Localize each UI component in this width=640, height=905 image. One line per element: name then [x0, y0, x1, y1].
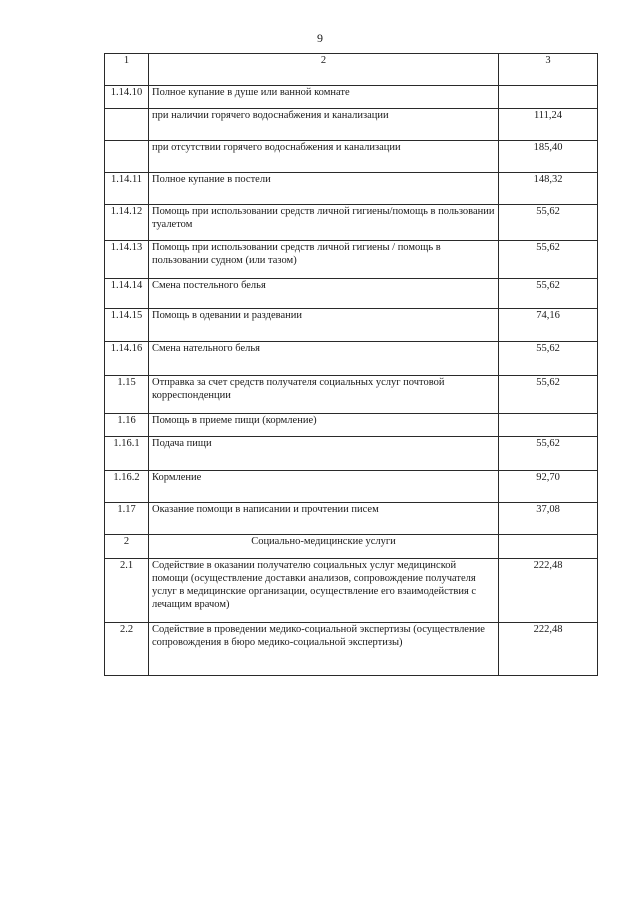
header-col-3: 3 [499, 54, 598, 86]
row-value [499, 86, 598, 109]
row-value: 222,48 [499, 559, 598, 623]
row-description: Кормление [149, 471, 499, 503]
header-col-1: 1 [105, 54, 149, 86]
table-row [105, 309, 598, 342]
section-row [105, 535, 598, 559]
table-row [105, 241, 598, 279]
table-row [105, 205, 598, 241]
row-value: 55,62 [499, 342, 598, 376]
table-row [105, 173, 598, 205]
header-col-2: 2 [149, 54, 499, 86]
row-code: 1.14.12 [105, 205, 149, 241]
row-code [105, 109, 149, 141]
row-description: Полное купание в душе или ванной комнате [149, 86, 499, 109]
row-value: 222,48 [499, 623, 598, 676]
row-code: 2.2 [105, 623, 149, 676]
row-description: Помощь при использовании средств личной гигиены/помощь в пользовании туалетом [149, 205, 499, 241]
row-code: 1.14.13 [105, 241, 149, 279]
table-row [105, 141, 598, 173]
row-description: Оказание помощи в написании и прочтении писем [149, 503, 499, 535]
section-code: 2 [105, 535, 149, 559]
row-value: 37,08 [499, 503, 598, 535]
table-row [105, 414, 598, 437]
row-code: 1.14.16 [105, 342, 149, 376]
row-code: 1.15 [105, 376, 149, 414]
row-description: Помощь в одевании и раздевании [149, 309, 499, 342]
row-code: 1.16.2 [105, 471, 149, 503]
row-description: Помощь в приеме пищи (кормление) [149, 414, 499, 437]
row-value: 74,16 [499, 309, 598, 342]
table-header-row [105, 54, 598, 86]
row-description: Подача пищи [149, 437, 499, 471]
row-code: 1.14.15 [105, 309, 149, 342]
row-code: 1.16 [105, 414, 149, 437]
row-value [499, 414, 598, 437]
table-row [105, 559, 598, 623]
table-row [105, 109, 598, 141]
table-row [105, 437, 598, 471]
row-value [499, 535, 598, 559]
row-description: Содействие в проведении медико-социальной экспертизы (осуществление сопровождения в бюро медико-социальной экспертизы) [149, 623, 499, 676]
services-price-table [104, 53, 598, 676]
row-code: 1.14.14 [105, 279, 149, 309]
row-code: 1.16.1 [105, 437, 149, 471]
page-number: 9 [317, 31, 323, 45]
table-row [105, 342, 598, 376]
row-value: 148,32 [499, 173, 598, 205]
table-row [105, 279, 598, 309]
row-code [105, 141, 149, 173]
row-description: Полное купание в постели [149, 173, 499, 205]
row-code: 1.17 [105, 503, 149, 535]
section-title: Социально-медицинские услуги [149, 535, 499, 559]
row-code: 1.14.11 [105, 173, 149, 205]
row-code: 2.1 [105, 559, 149, 623]
row-value: 55,62 [499, 279, 598, 309]
table-row [105, 623, 598, 676]
table-row [105, 86, 598, 109]
row-code: 1.14.10 [105, 86, 149, 109]
row-description: при наличии горячего водоснабжения и канализации [149, 109, 499, 141]
row-description: Отправка за счет средств получателя социальных услуг почтовой корреспонденции [149, 376, 499, 414]
row-value: 55,62 [499, 241, 598, 279]
table-row [105, 503, 598, 535]
row-value: 55,62 [499, 205, 598, 241]
row-description: Смена постельного белья [149, 279, 499, 309]
row-description: Смена нательного белья [149, 342, 499, 376]
row-value: 111,24 [499, 109, 598, 141]
table-row [105, 376, 598, 414]
table-row [105, 471, 598, 503]
row-description: Содействие в оказании получателю социальных услуг медицинской помощи (осуществление доставки анализов, сопровождение получателя услуг в медицинские организации, осуществление его взаимодействия с лечащим врачом) [149, 559, 499, 623]
row-description: Помощь при использовании средств личной гигиены / помощь в пользовании судном (или тазом) [149, 241, 499, 279]
row-value: 185,40 [499, 141, 598, 173]
row-value: 55,62 [499, 376, 598, 414]
row-value: 55,62 [499, 437, 598, 471]
row-value: 92,70 [499, 471, 598, 503]
row-description: при отсутствии горячего водоснабжения и канализации [149, 141, 499, 173]
